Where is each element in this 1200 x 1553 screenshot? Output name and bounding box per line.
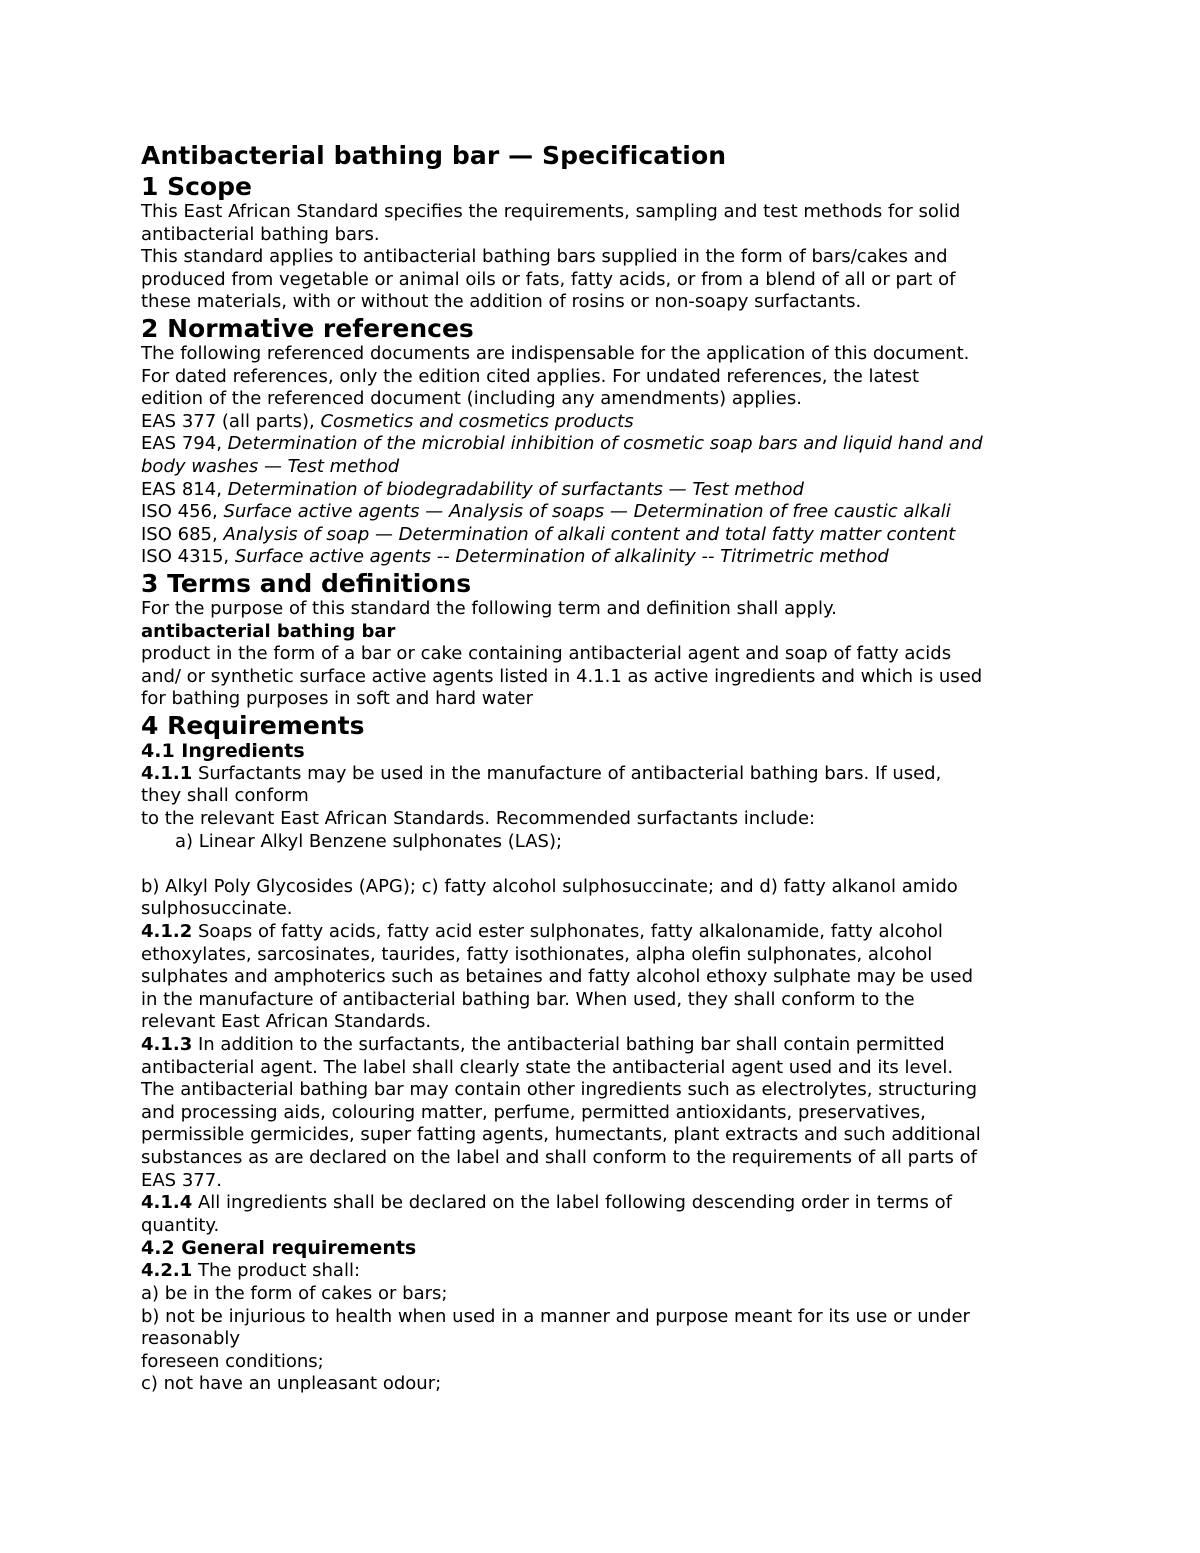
scope-paragraph-1-line-1: This East African Standard specifies the requirements, sampling and test methods for solid [141, 201, 961, 222]
reference-code: EAS 814, [141, 478, 228, 500]
clause-4-1-1-line-1 [141, 763, 1071, 786]
general-req-b-line-1: b) not be injurious to health when used in a manner and purpose meant for its use or under [141, 1305, 970, 1327]
document-page [141, 140, 1071, 1396]
clause-number: 4.1.3 [141, 1034, 193, 1055]
clause-4-1-3-line-2: antibacterial agent. The label shall clearly state the antibacterial agent used and its level. [141, 1056, 954, 1078]
reference-item [141, 479, 1071, 502]
reference-code: ISO 685, [141, 523, 224, 545]
general-req-b-line-3: foreseen conditions; [141, 1350, 324, 1372]
clause-text: The product shall: [192, 1260, 361, 1282]
section-4-heading: 4 Requirements [141, 710, 365, 740]
reference-title: Surface active agents -- Determination of alkalinity -- Titrimetric method [234, 546, 889, 568]
subsection-4-2-heading: 4.2 General requirements [141, 1237, 417, 1260]
clause-4-1-2-line-2: ethoxylates, sarcosinates, taurides, fatty isothionates, alpha olefin sulphonates, alcohol [141, 943, 933, 965]
scope-paragraph-2-line-1: This standard applies to antibacterial bathing bars supplied in the form of bars/cakes and [141, 246, 948, 268]
clause-4-1-1-line-3: to the relevant East African Standards. Recommended surfactants include: [141, 808, 816, 830]
reference-code: ISO 4315, [141, 546, 235, 568]
clause-4-1-4-line-1 [141, 1192, 1071, 1215]
general-req-c: c) not have an unpleasant odour; [141, 1373, 442, 1395]
reference-item [141, 546, 1071, 569]
general-req-a: a) be in the form of cakes or bars; [141, 1282, 448, 1304]
clause-text: Surfactants may be used in the manufacture of antibacterial bathing bars. If used, [192, 762, 942, 784]
reference-code: EAS 794, [141, 433, 228, 455]
list-items-bcd-line-2: sulphosuccinate. [141, 898, 293, 920]
clause-4-1-3-line-6: substances as are declared on the label and shall conform to the requirements of all parts of [141, 1146, 977, 1168]
normative-intro-line-3: edition of the referenced document (including any amendments) applies. [141, 388, 802, 410]
list-item-a: a) Linear Alkyl Benzene sulphonates (LAS); [175, 830, 563, 852]
reference-code: EAS 377 (all parts), [141, 410, 321, 432]
clause-4-1-3-line-7: EAS 377. [141, 1169, 222, 1191]
clause-4-1-4-line-2: quantity. [141, 1214, 220, 1236]
clause-number: 4.1.4 [141, 1192, 193, 1214]
clause-4-1-3-line-1 [141, 1034, 1071, 1057]
reference-title-continuation: body washes — Test method [141, 455, 400, 477]
definition-line-3: for bathing purposes in soft and hard water [141, 688, 534, 710]
defined-term: antibacterial bathing bar [141, 620, 396, 642]
reference-title: Surface active agents — Analysis of soaps — Determination of free caustic alkali [223, 501, 951, 523]
clause-text: Soaps of fatty acids, fatty acid ester sulphonates, fatty alkalonamide, fatty alcohol [192, 921, 943, 943]
clause-number: 4.1.2 [141, 921, 193, 943]
subsection-4-1-heading: 4.1 Ingredients [141, 739, 305, 762]
section-3-heading: 3 Terms and definitions [141, 568, 472, 598]
clause-number: 4.1.1 [141, 762, 193, 784]
reference-title: Determination of the microbial inhibition of cosmetic soap bars and liquid hand and [227, 433, 983, 455]
normative-intro-line-1: The following referenced documents are indispensable for the application of this document. [141, 342, 970, 364]
clause-4-1-2-line-3: sulphates and amphoterics such as betaines and fatty alcohol ethoxy sulphate may be used [141, 966, 974, 988]
document-title: Antibacterial bathing bar — Specification [141, 141, 727, 170]
reference-item [141, 501, 1071, 524]
clause-4-1-3-line-4: and processing aids, colouring matter, perfume, permitted antioxidants, preservatives, [141, 1101, 926, 1123]
clause-4-1-3-line-5: permissible germicides, super fatting agents, humectants, plant extracts and such additional [141, 1124, 981, 1146]
clause-text: In addition to the surfactants, the antibacterial bathing bar shall contain permitted [192, 1034, 945, 1055]
clause-4-1-3-line-3: The antibacterial bathing bar may contain other ingredients such as electrolytes, structuring [141, 1079, 978, 1101]
clause-text: All ingredients shall be declared on the label following descending order in terms of [192, 1192, 952, 1214]
clause-4-1-2-line-5: relevant East African Standards. [141, 1011, 432, 1033]
reference-item [141, 524, 1071, 547]
section-1-heading: 1 Scope [141, 172, 252, 201]
reference-item-continuation [141, 456, 1071, 479]
reference-title: Cosmetics and cosmetics products [320, 410, 634, 432]
clause-4-2-1-line-1 [141, 1260, 1071, 1283]
blank-line [141, 853, 1071, 876]
scope-paragraph-1-line-2: antibacterial bathing bars. [141, 223, 380, 245]
definition-line-1: product in the form of a bar or cake containing antibacterial agent and soap of fatty acids [141, 643, 952, 665]
general-req-b-line-2: reasonably [141, 1328, 241, 1350]
section-2-heading: 2 Normative references [141, 313, 474, 343]
clause-4-1-1-line-2: they shall conform [141, 785, 309, 807]
terms-intro: For the purpose of this standard the following term and definition shall apply. [141, 597, 837, 619]
definition-line-2: and/ or synthetic surface active agents listed in 4.1.1 as active ingredients and which is used [141, 665, 983, 687]
reference-title: Determination of biodegradability of surfactants — Test method [227, 478, 804, 500]
reference-code: ISO 456, [141, 501, 224, 523]
normative-intro-line-2: For dated references, only the edition cited applies. For undated references, the latest [141, 365, 920, 387]
clause-4-1-2-line-1 [141, 921, 1071, 944]
list-items-bcd-line-1: b) Alkyl Poly Glycosides (APG); c) fatty alcohol sulphosuccinate; and d) fatty alkanol amido [141, 875, 958, 897]
scope-paragraph-2-line-2: produced from vegetable or animal oils or fats, fatty acids, or from a blend of all or part of [141, 268, 956, 290]
clause-number: 4.2.1 [141, 1260, 193, 1282]
reference-item [141, 411, 1071, 434]
scope-paragraph-2-line-3: these materials, with or without the addition of rosins or non-soapy surfactants. [141, 291, 862, 313]
reference-title: Analysis of soap — Determination of alkali content and total fatty matter content [223, 523, 956, 545]
reference-item [141, 433, 1071, 456]
clause-4-1-2-line-4: in the manufacture of antibacterial bathing bar. When used, they shall conform to the [141, 988, 915, 1010]
